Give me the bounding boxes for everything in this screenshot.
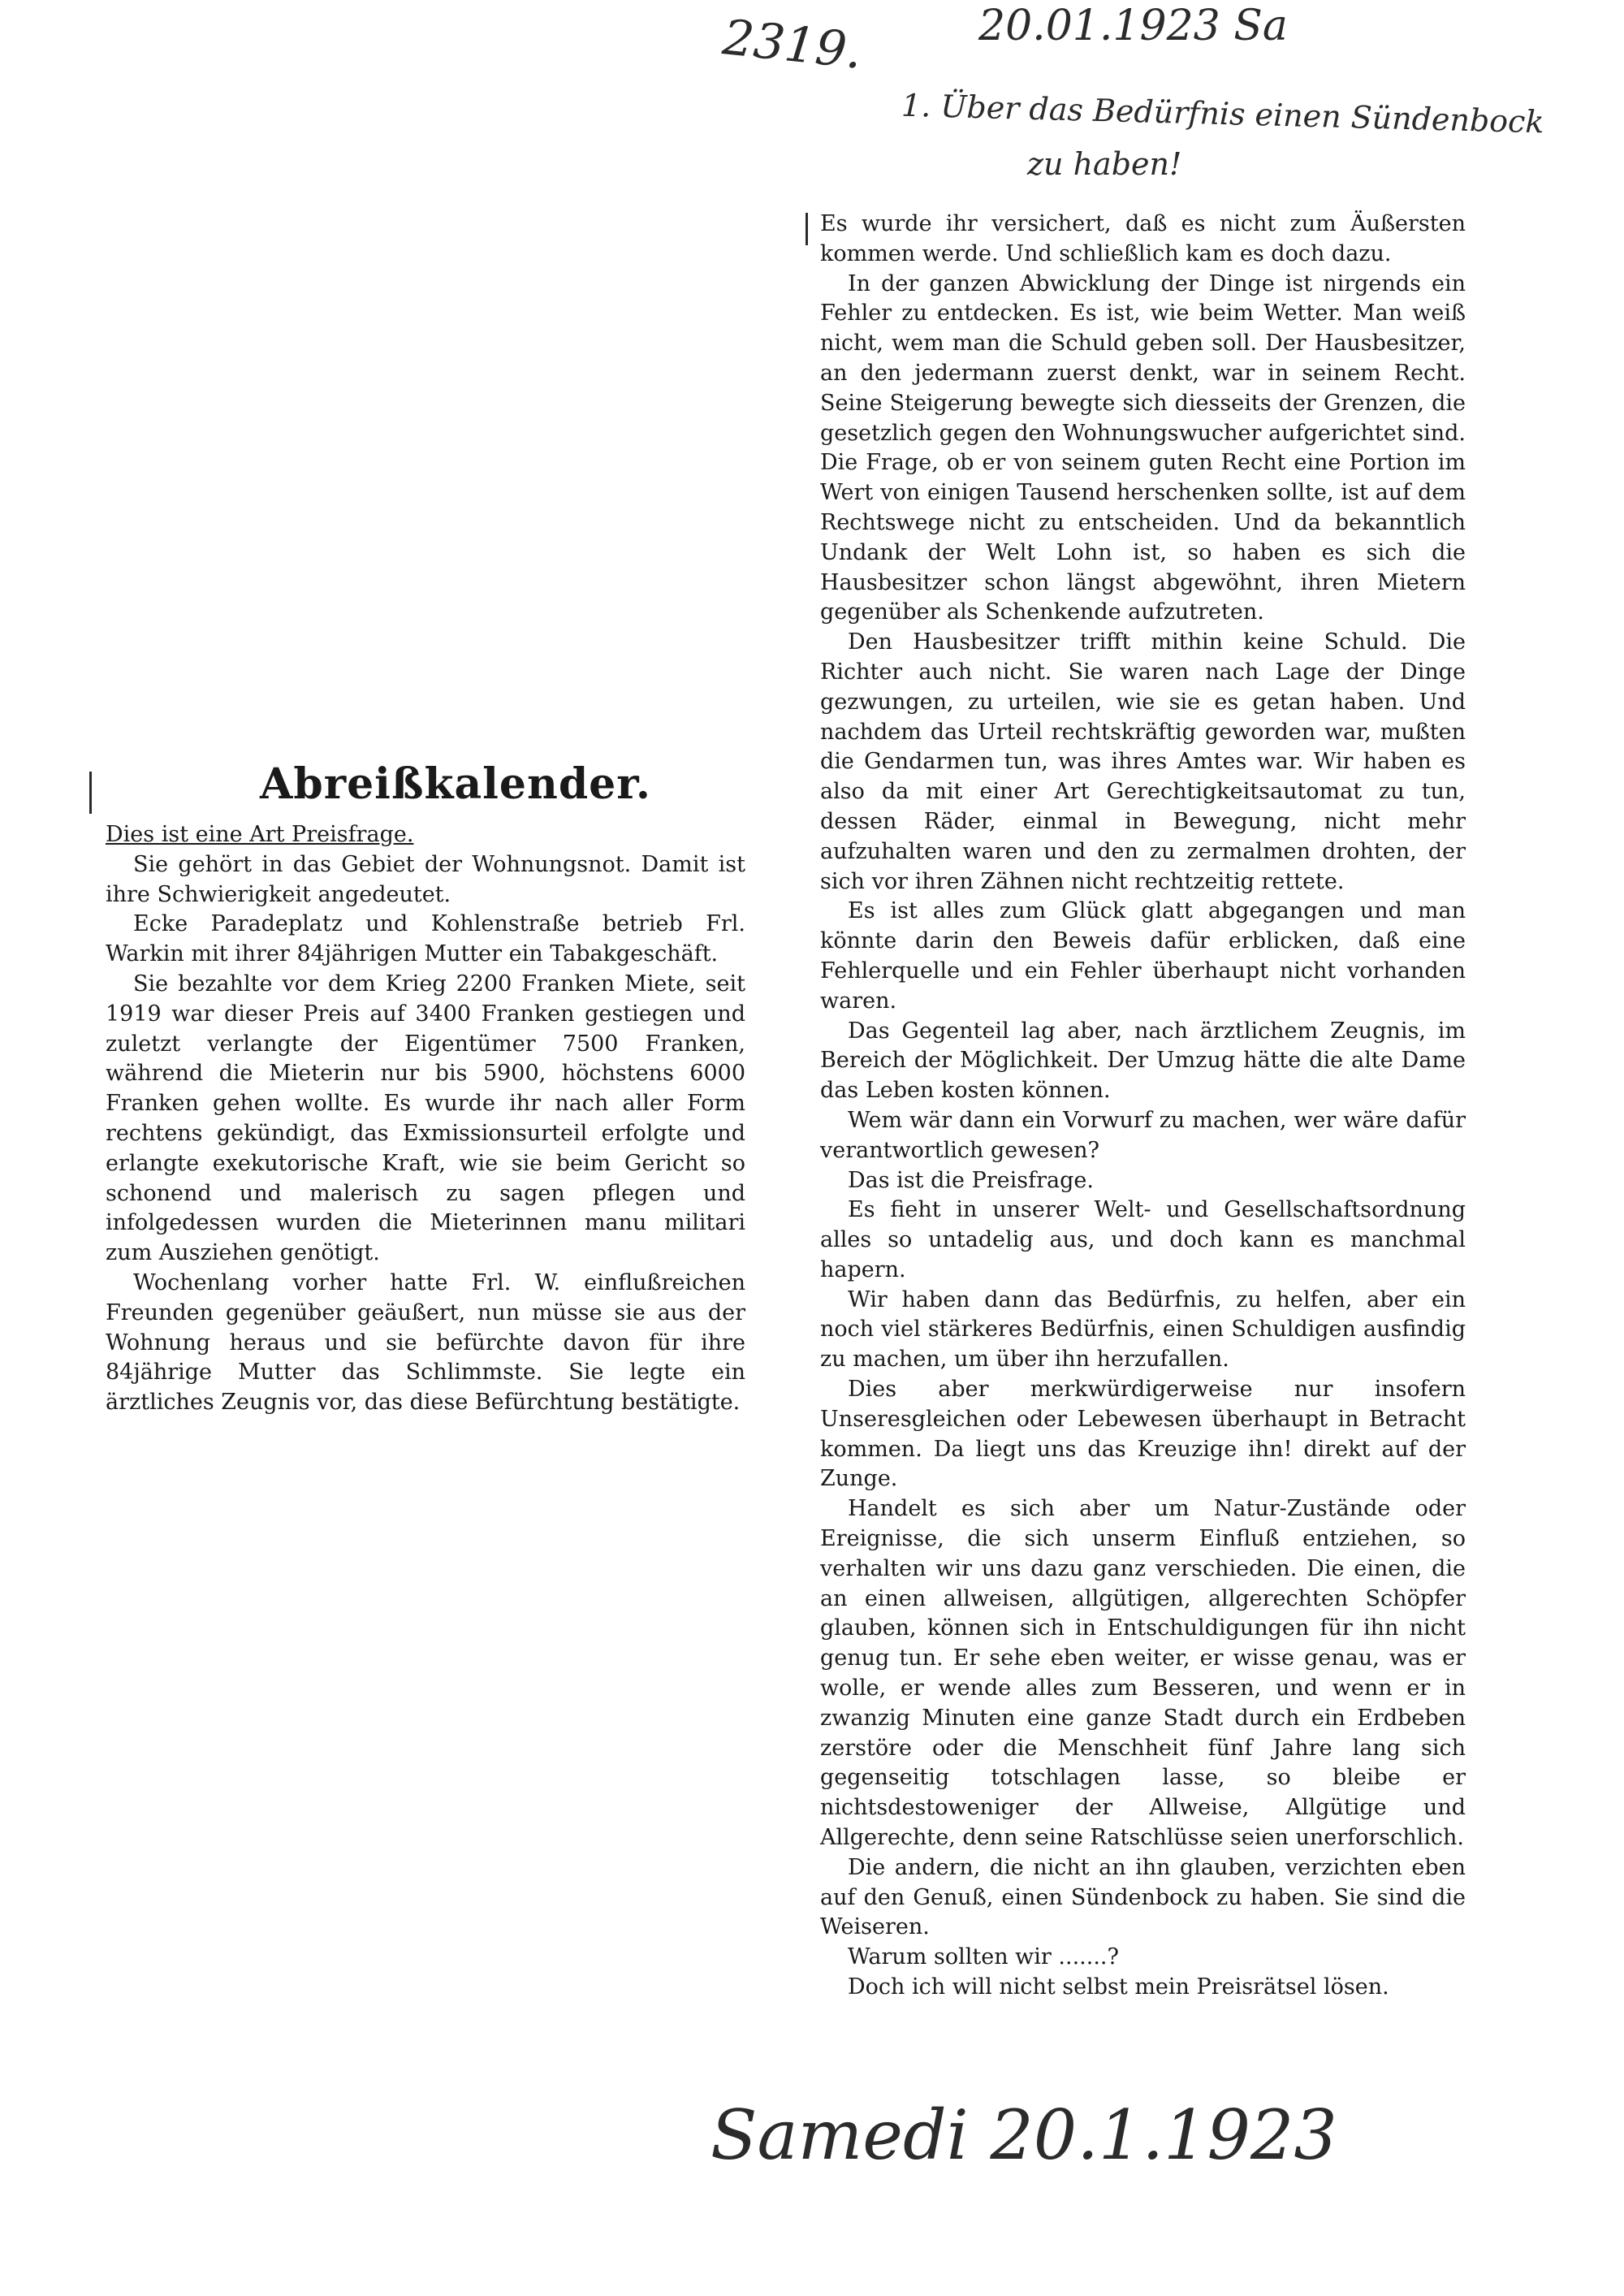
left-column <box>106 820 745 1418</box>
handwritten-note-line-1: 1. Über das Bedürfnis einen Sündenbock <box>901 87 1545 141</box>
paragraph: Dies aber merkwürdigerweise nur insofern Unseresgleichen oder Lebewesen überhaupt in Betracht kommen. Da liegt uns das Kreuzige ihn! direkt auf der Zunge. <box>820 1377 1466 1492</box>
paragraph: Ecke Paradeplatz und Kohlenstraße betrieb Frl. Warkin mit ihrer 84jährigen Mutter ein Tabakgeschäft. <box>106 911 745 967</box>
paragraph: Den Hausbesitzer trifft mithin keine Schuld. Die Richter auch nicht. Sie waren nach Lage der Dinge gezwungen, zu urteilen, wie sie es getan haben. Und nachdem das Urteil rechtskräftig geworden war, mußten die Gendarmen tun, was ihres Amtes war. Wir haben es also da mit einer Art Gerechtigkeitsautomat zu tun, dessen Räder, einmal in Bewegung, nicht mehr aufzuhalten waren und den zu zermalmen drohten, der sich vor ihren Zähnen nicht rechtzeitig rettete. <box>820 629 1466 894</box>
paragraph: Handelt es sich aber um Natur-Zustände oder Ereignisse, die sich unserm Einfluß entziehen, so verhalten wir uns dazu ganz verschieden. Die einen, die an einen allweisen, allgütigen, allgerechten Schöpfer glauben, können sich in Entschuldigungen für ihn nicht genug tun. Er sehe eben weiter, er wisse genau, was er wolle, er wende alles zum Besseren, und wenn er in zwanzig Minuten eine ganze Stadt durch ein Erdbeben zerstöre oder die Menschheit fünf Jahre lang sich gegenseitig totschlagen lasse, so bleibe er nichtsdestoweniger der Allweise, Allgütige und Allgerechte, denn seine Ratschlüsse seien unerforschlich. <box>820 1496 1466 1851</box>
paragraph: Es fieht in unserer Welt- und Gesellschaftsordnung alles so untadelig aus, und doch kann es manchmal hapern. <box>820 1197 1466 1282</box>
paragraph: Die andern, die nicht an ihn glauben, verzichten eben auf den Genuß, einen Sündenbock zu haben. Sie sind die Weiseren. <box>820 1854 1466 1940</box>
paragraph: Das Gegenteil lag aber, nach ärztlichem Zeugnis, im Bereich der Möglichkeit. Der Umzug hätte die alte Dame das Leben kosten können. <box>820 1018 1466 1104</box>
right-clipping-edge <box>806 213 808 245</box>
archive-number: 2319. <box>719 9 865 80</box>
article-title: Abreißkalender. <box>260 759 651 809</box>
paragraph: Wochenlang vorher hatte Frl. W. einflußreichen Freunden gegenüber geäußert, nun müsse sie aus der Wohnung heraus und sie befürchte davon für ihre 84jährige Mutter das Schlimmste. Sie legte ein ärztliches Zeugnis vor, das diese Befürchtung bestätigte. <box>106 1269 745 1416</box>
paragraph: Warum sollten wir .......? <box>848 1944 1119 1970</box>
handwritten-note-line-2: zu haben! <box>1027 146 1182 182</box>
closing-line: Doch ich will nicht selbst mein Preisrätsel lösen. <box>848 1974 1389 2000</box>
paragraph: Sie gehört in das Gebiet der Wohnungsnot. Damit ist ihre Schwierigkeit angedeutet. <box>106 851 745 907</box>
paragraph: Es wurde ihr versichert, daß es nicht zum Äußersten kommen werde. Und schließlich kam es doch dazu. <box>820 211 1466 266</box>
paragraph: Wem wär dann ein Vorwurf zu machen, wer wäre dafür verantwortlich gewesen? <box>820 1107 1466 1163</box>
date-top: 20.01.1923 Sa <box>978 2 1288 50</box>
paragraph: Das ist die Preisfrage. <box>848 1167 1094 1193</box>
date-bottom: Samedi 20.1.1923 <box>710 2095 1337 2175</box>
paragraph: In der ganzen Abwicklung der Dinge ist nirgends ein Fehler zu entdecken. Es ist, wie beim Wetter. Man weiß nicht, wem man die Schuld geben soll. Der Hausbesitzer, an den jedermann zuerst denkt, war in seinem Recht. Seine Steigerung bewegte sich diesseits der Grenzen, die gesetzlich gegen den Wohnungswucher aufgerichtet sind. Die Frage, ob er von seinem guten Recht eine Portion im Wert von einigen Tausend herschenken sollte, ist auf dem Rechtswege nicht zu entscheiden. Und da bekanntlich Undank der Welt Lohn ist, so haben es sich die Hausbesitzer schon längst abgewöhnt, ihren Mietern gegenüber als Schenkende aufzutreten. <box>820 270 1466 625</box>
paragraph: Es ist alles zum Glück glatt abgegangen und man könnte darin den Beweis dafür erblicken, daß eine Fehlerquelle und ein Fehler überhaupt nicht vorhanden waren. <box>820 898 1466 1014</box>
right-column <box>820 210 1466 2003</box>
left-clipping-edge <box>89 772 92 814</box>
paragraph: Sie bezahlte vor dem Krieg 2200 Franken Miete, seit 1919 war dieser Preis auf 3400 Franken gestiegen und zuletzt verlangte der Eigentümer 7500 Franken, während die Mieterin nur bis 5900, höchstens 6000 Franken gehen wollte. Es wurde ihr nach aller Form rechtens gekündigt, das Exmissionsurteil erfolgte und erlangte exekutorische Kraft, wie sie beim Gericht so schonend und malerisch zu sagen pflegen und infolgedessen wurden die Mieterinnen manu militari zum Ausziehen genötigt. <box>106 971 745 1266</box>
paragraph: Wir haben dann das Bedürfnis, zu helfen, aber ein noch viel stärkeres Bedürfnis, einen Schuldigen ausfindig zu machen, um über ihn herzufallen. <box>820 1286 1466 1373</box>
article-subtitle: Dies ist eine Art Preisfrage. <box>106 822 414 847</box>
